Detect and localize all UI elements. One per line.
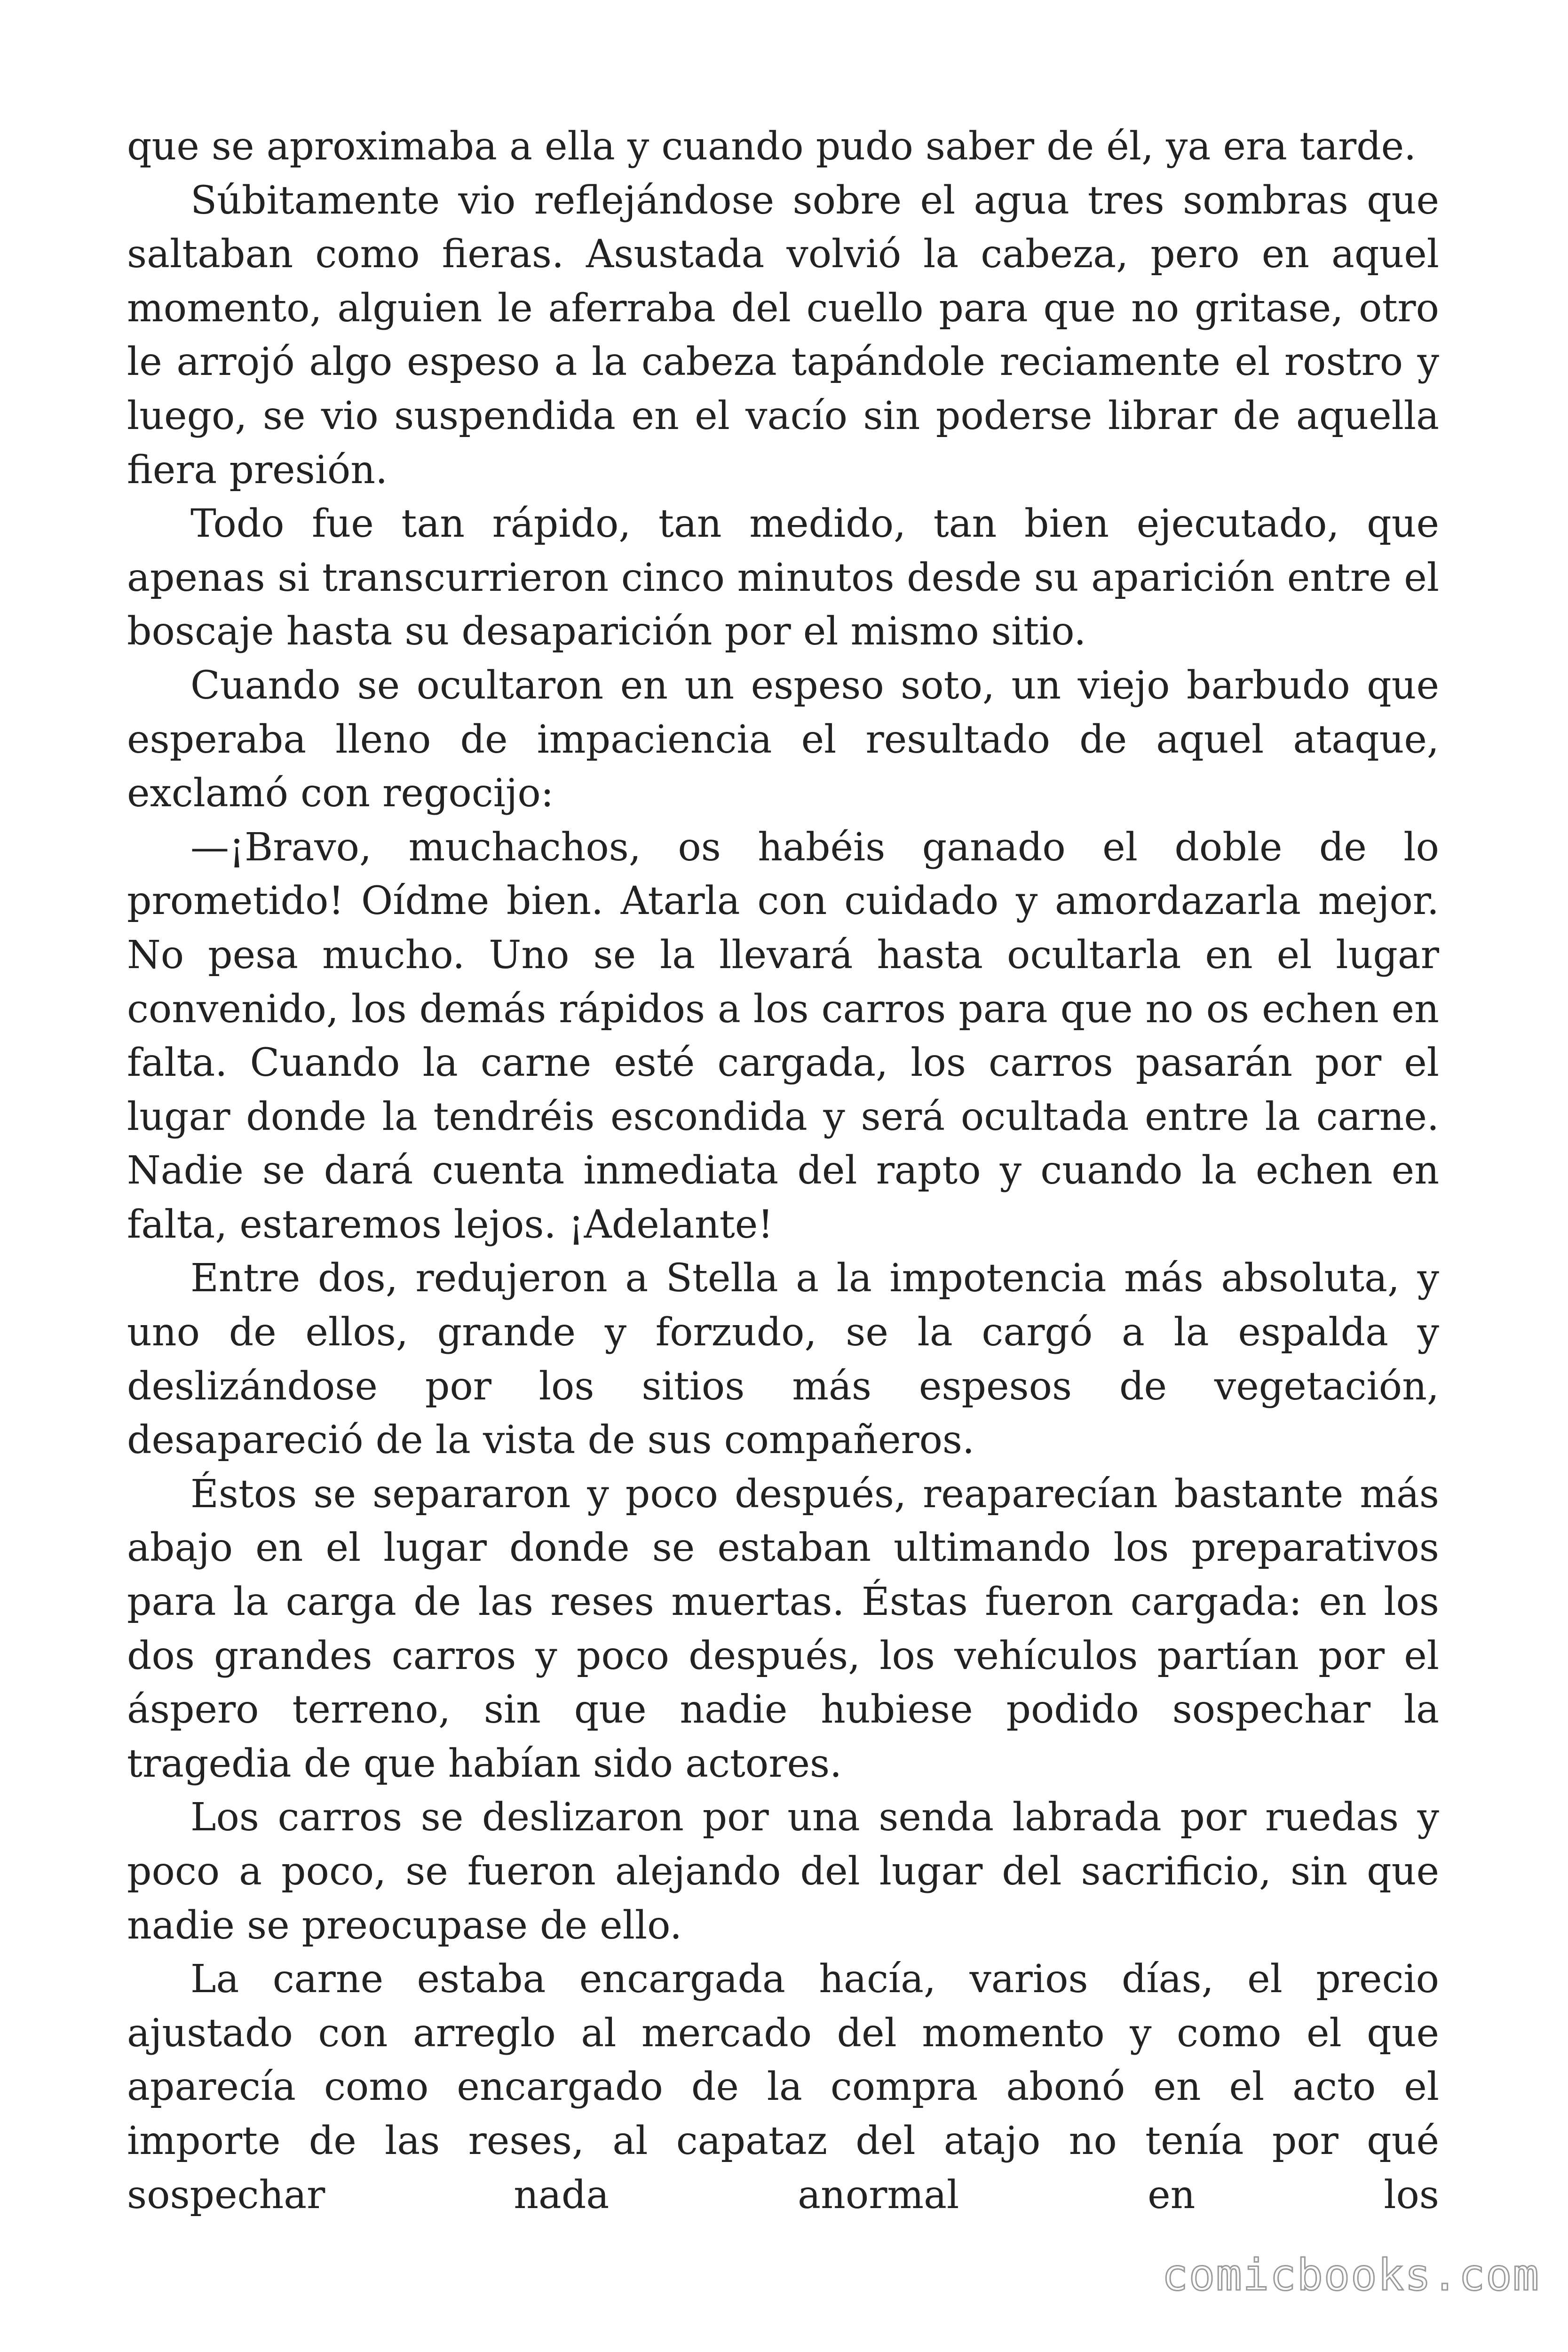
paragraph: La carne estaba encargada hacía, varios días, el precio ajustado con arreglo al mercado del momento y como el que aparecía como encargado de la compra abonó en el acto el importe de las reses, al capataz del atajo no tenía por qué sospechar nada anormal en los (127, 1957, 1439, 2217)
body-text (127, 120, 1439, 2222)
paragraph: que se aproximaba a ella y cuando pudo saber de él, ya era tarde. (127, 124, 1417, 169)
paragraph: Cuando se ocultaron en un espeso soto, un viejo barbudo que esperaba lleno de impaciencia el resultado de aquel ataque, exclamó con regocijo: (127, 663, 1439, 816)
paragraph: Todo fue tan rápido, tan medido, tan bien ejecutado, que apenas si transcurrieron cinco minutos desde su aparición entre el boscaje hasta su desaparición por el mismo sitio. (127, 501, 1439, 654)
paragraph: Éstos se separaron y poco después, reaparecían bastante más abajo en el lugar donde se estaban ultimando los preparativos para la carga de las reses muertas. Éstas fueron cargada: en los dos grandes carros y poco después, los vehículos partían por el áspero terreno, sin que nadie hubiese podido sospechar la tragedia de que habían sido actores. (127, 1471, 1439, 1786)
watermark: comicbooks.com (1162, 2250, 1540, 2300)
paragraph: —¡Bravo, muchachos, os habéis ganado el doble de lo prometido! Oídme bien. Atarla con cuidado y amordazarla mejor. No pesa mucho. Uno se la llevará hasta ocultarla en el lugar convenido, los demás rápidos a los carros para que no os echen en falta. Cuando la carne esté cargada, los carros pasarán por el lugar donde la tendréis escondida y será ocultada entre la carne. Nadie se dará cuenta inmediata del rapto y cuando la echen en falta, estaremos lejos. ¡Adelante! (127, 825, 1439, 1247)
paragraph: Los carros se deslizaron por una senda labrada por ruedas y poco a poco, se fueron alejando del lugar del sacrificio, sin que nadie se preocupase de ello. (127, 1795, 1439, 1948)
paragraph: Súbitamente vio reflejándose sobre el agua tres sombras que saltaban como fieras. Asustada volvió la cabeza, pero en aquel momento, alguien le aferraba del cuello para que no gritase, otro le arrojó algo espeso a la cabeza tapándole reciamente el rostro y luego, se vio suspendida en el vacío sin poderse librar de aquella fiera presión. (127, 178, 1439, 493)
paragraph: Entre dos, redujeron a Stella a la impotencia más absoluta, y uno de ellos, grande y forzudo, se la cargó a la espalda y deslizándose por los sitios más espesos de vegetación, desapareció de la vista de sus compañeros. (127, 1256, 1439, 1463)
